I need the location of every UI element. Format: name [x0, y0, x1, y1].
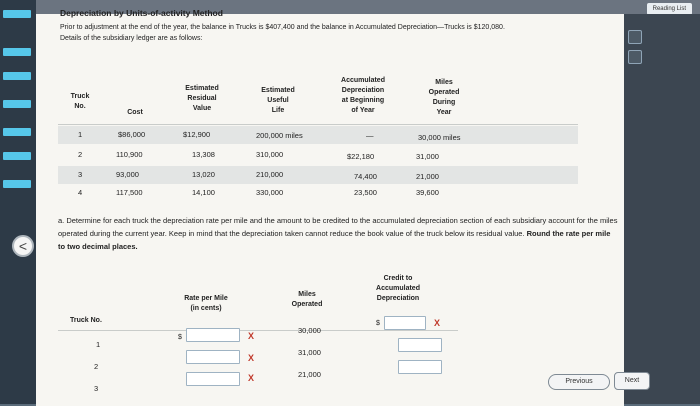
- page-title: Depreciation by Units-of-activity Method: [60, 8, 223, 18]
- panel-toggle-icon[interactable]: [628, 30, 642, 44]
- answer-header-divider: [58, 330, 458, 331]
- rate-input-1[interactable]: [186, 328, 240, 342]
- cell-life: 210,000: [256, 170, 284, 179]
- sidebar-item[interactable]: [3, 100, 31, 108]
- cell-cost: $86,000: [118, 130, 146, 139]
- sidebar-item[interactable]: [3, 152, 31, 160]
- rate-dollar-sign: $: [178, 334, 182, 341]
- cell-residual: $12,900: [183, 130, 211, 139]
- incorrect-x-icon: X: [248, 373, 255, 383]
- intro-line-2: Details of the subsidiary ledger are as follows:: [60, 35, 203, 42]
- cell-residual: 13,308: [192, 150, 215, 159]
- next-button[interactable]: Next: [614, 372, 650, 390]
- left-sidebar: [0, 0, 36, 404]
- answer-truck-no: 2: [94, 362, 99, 371]
- sidebar-item[interactable]: [3, 128, 31, 136]
- header-miles: Miles Operated During Year: [428, 79, 460, 116]
- cell-cost: 117,500: [116, 188, 143, 197]
- rate-input-3[interactable]: [186, 372, 240, 386]
- cell-accumulated: $22,180: [347, 152, 375, 161]
- worksheet-page: [36, 14, 624, 406]
- sidebar-item[interactable]: [3, 48, 31, 56]
- header-residual: Estimated Residual Value: [185, 85, 219, 112]
- question-instruction: Round the rate per mile to two decimal places.: [58, 229, 611, 251]
- cell-life: 200,000 miles: [256, 131, 303, 140]
- cell-residual: 14,100: [192, 188, 215, 197]
- back-button[interactable]: <: [12, 235, 34, 257]
- header-divider: [58, 124, 578, 125]
- header-accumulated: Accumulated Depreciation at Beginning of Year: [341, 77, 385, 114]
- answer-truck-no: 1: [96, 340, 101, 349]
- cell-truck-no: 2: [78, 150, 83, 159]
- intro-line-1: Prior to adjustment at the end of the year, the balance in Trucks is $407,400 and the balance in Accumulated Depreciation—Trucks is $120,080.: [60, 24, 505, 31]
- answer-truck-no: 3: [94, 384, 99, 393]
- cell-miles: 30,000 miles: [418, 133, 461, 142]
- cell-accumulated: 23,500: [354, 188, 377, 197]
- question-part-a: [58, 214, 618, 253]
- sidebar-item[interactable]: [3, 10, 31, 18]
- sidebar-item[interactable]: [3, 72, 31, 80]
- header-truck-no: Truck No.: [70, 93, 90, 110]
- answer-header-truck-no: Truck No.: [70, 317, 102, 324]
- incorrect-x-icon: X: [248, 353, 255, 363]
- right-panel: [624, 14, 700, 404]
- answer-header-credit: Credit to Accumulated Depreciation: [376, 275, 420, 302]
- cell-residual: 13,020: [192, 170, 215, 179]
- cell-truck-no: 4: [78, 188, 83, 197]
- answer-miles: 30,000: [298, 326, 321, 335]
- sidebar-item[interactable]: [3, 180, 31, 188]
- panel-expand-icon[interactable]: [628, 50, 642, 64]
- cell-accumulated: 74,400: [354, 172, 377, 181]
- rate-input-2[interactable]: [186, 350, 240, 364]
- answer-miles: 21,000: [298, 370, 321, 379]
- incorrect-x-icon: X: [248, 331, 255, 341]
- incorrect-x-icon: X: [434, 318, 441, 328]
- cell-life: 310,000: [256, 150, 284, 159]
- question-text: a. Determine for each truck the depreciation rate per mile and the amount to be credited to the accumulated depreciation section of each subsidiary account for the miles operated during the current year. Keep in mind that the depreciation taken cannot reduce the book value of the truck below its residual value.: [58, 216, 618, 238]
- answer-miles: 31,000: [298, 348, 321, 357]
- header-life: Estimated Useful Life: [261, 87, 295, 114]
- credit-dollar-sign: $: [376, 320, 380, 327]
- cell-life: 330,000: [256, 188, 284, 197]
- cell-truck-no: 1: [78, 130, 83, 139]
- credit-input-3[interactable]: [398, 360, 442, 374]
- cell-cost: 110,900: [116, 150, 143, 159]
- answer-header-miles: Miles Operated: [291, 291, 323, 308]
- previous-button[interactable]: Previous: [548, 374, 610, 390]
- cell-miles: 21,000: [416, 172, 439, 181]
- header-cost: Cost: [127, 109, 143, 116]
- cell-miles: 31,000: [416, 152, 439, 161]
- reading-list-button[interactable]: Reading List: [647, 3, 692, 15]
- credit-input-1[interactable]: [384, 316, 426, 330]
- credit-input-2[interactable]: [398, 338, 442, 352]
- cell-cost: 93,000: [116, 170, 139, 179]
- cell-accumulated: —: [366, 131, 374, 140]
- cell-miles: 39,600: [416, 188, 439, 197]
- cell-truck-no: 3: [78, 170, 83, 179]
- answer-header-rate: Rate per Mile (in cents): [184, 295, 228, 312]
